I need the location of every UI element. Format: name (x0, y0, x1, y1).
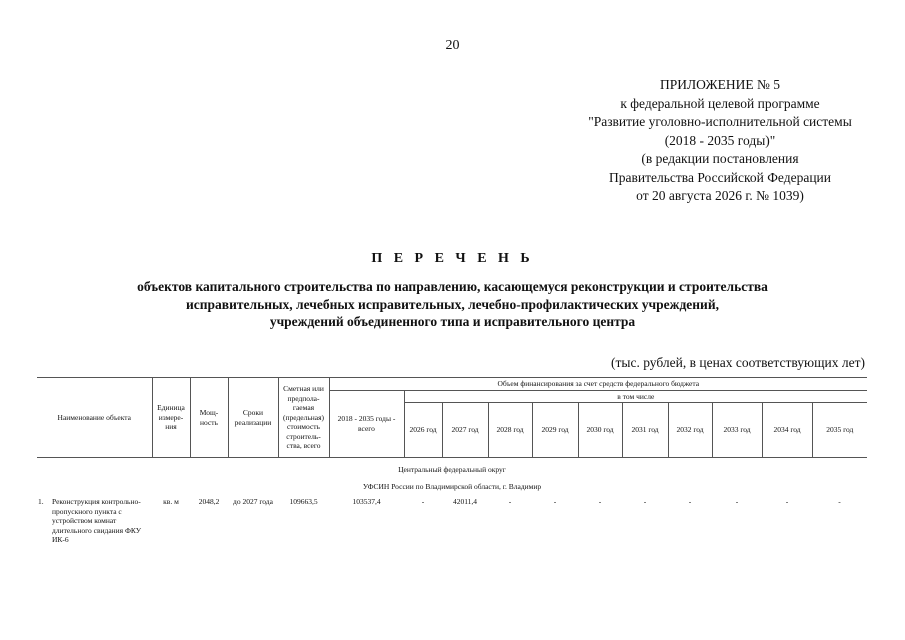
header-estimate: Сметная или предпола-гаемая (предельная) стоимость строитель-ства, всего (278, 378, 329, 458)
document-subtitle (0, 278, 905, 331)
row-year-value: - (421, 497, 425, 506)
row-terms: до 2027 года (233, 497, 273, 506)
header-total: 2018 - 2035 годы - всего (329, 390, 404, 458)
row-capacity: 2048,2 (198, 497, 220, 506)
row-total: 103537,4 (352, 497, 381, 506)
appendix-line: (в редакции постановления (641, 151, 799, 166)
header-year: 2030 год (578, 403, 622, 458)
appendix-line: ПРИЛОЖЕНИЕ № 5 (659, 77, 781, 92)
appendix-block (520, 76, 905, 206)
header-year: 2027 год (442, 403, 488, 458)
row-estimate: 109663,5 (289, 497, 318, 506)
row-unit: кв. м (163, 497, 179, 506)
table-row (37, 497, 867, 545)
subtitle-line: учреждений объединенного типа и исправительного центра (269, 314, 636, 329)
appendix-line: (2018 - 2035 годы)" (664, 132, 776, 148)
subtitle-line: исправительных, лечебных исправительных, лечебно-профилактических учреждений, (186, 296, 719, 312)
subregion-heading: УФСИН России по Владимирской области, г. Владимир (362, 482, 542, 491)
header-year: 2033 год (712, 403, 762, 458)
header-capacity: Мощ-ность (190, 378, 228, 458)
row-number: 1. (38, 497, 44, 506)
header-year: 2031 год (622, 403, 668, 458)
row-year-value: - (735, 497, 739, 506)
appendix-line: Правительства Российской Федерации (609, 169, 831, 185)
row-year-value: - (553, 497, 557, 506)
subtitle-line: объектов капитального строительства по направлению, касающемуся реконструкции и строительства (137, 279, 768, 294)
header-terms: Сроки реализации (228, 378, 278, 458)
header-year: 2026 год (404, 403, 442, 458)
row-year-value: 42011,4 (452, 497, 478, 506)
appendix-line: к федеральной целевой программе (620, 95, 820, 111)
region-heading: Центральный федеральный округ (398, 465, 506, 474)
header-year: 2029 год (532, 403, 578, 458)
row-year-value: - (838, 497, 841, 506)
document-title: П Е Р Е Ч Е Н Ь (371, 251, 534, 266)
header-year: 2034 год (762, 403, 812, 458)
row-name: Реконструкция контрольно-пропускного пункта с устройством комнат длительного свидания ФКУ ИК-6 (52, 497, 142, 544)
units-note: (тыс. рублей, в ценах соответствующих лет) (611, 355, 865, 370)
page-number: 20 (445, 38, 460, 53)
header-year: 2035 год (812, 403, 867, 458)
row-year-value: - (785, 497, 789, 506)
table-header (37, 377, 867, 458)
header-including: в том числе (404, 390, 867, 403)
appendix-line: от 20 августа 2026 г. № 1039) (636, 188, 804, 203)
header-year: 2032 год (668, 403, 712, 458)
header-year: 2028 год (488, 403, 532, 458)
row-year-value: - (598, 497, 602, 506)
row-year-value: - (643, 497, 647, 506)
header-financing: Объем финансирования за счет средств федерального бюджета (329, 378, 867, 391)
row-year-value: - (688, 497, 692, 506)
header-unit: Единица измере-ния (152, 378, 190, 458)
table-body (37, 497, 867, 545)
appendix-line: "Развитие уголовно-исполнительной системы (588, 114, 852, 129)
header-name: Наименование объекта (37, 378, 152, 458)
row-year-value: - (508, 497, 512, 506)
